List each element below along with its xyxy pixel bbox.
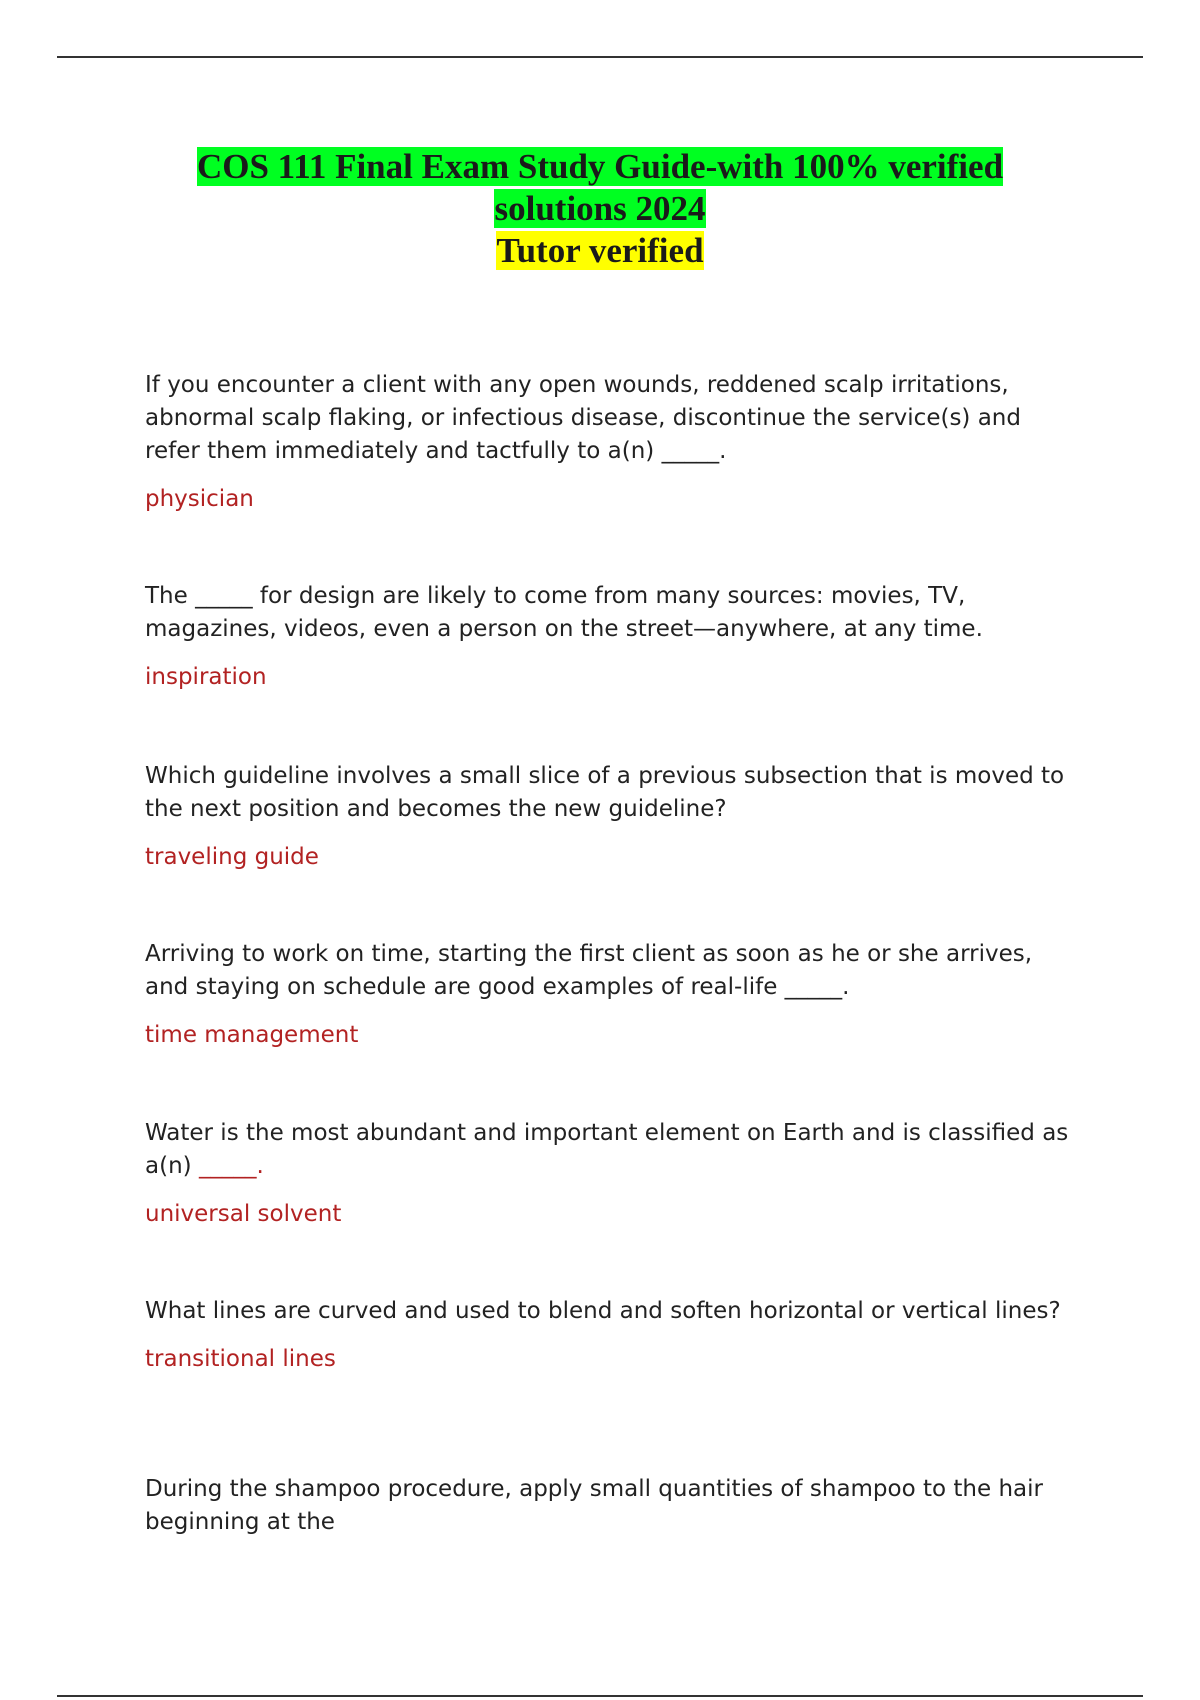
question-2: The _____ for design are likely to come from many sources: movies, TV, magazines, videos, even a person on the street—anywhere, at any time. xyxy=(145,583,983,642)
qa-item-4 xyxy=(145,938,1075,1052)
answer-3: traveling guide xyxy=(145,844,319,870)
answer-5: universal solvent xyxy=(145,1201,342,1227)
document-title xyxy=(0,146,1200,272)
title-line-2: solutions 2024 xyxy=(494,189,706,228)
question-4: Arriving to work on time, starting the first client as soon as he or she arrives, and staying on schedule are good examples of real-life _____. xyxy=(145,941,1033,1000)
question-7: During the shampoo procedure, apply small quantities of shampoo to the hair beginning at the xyxy=(145,1476,1043,1535)
qa-item-1 xyxy=(145,369,1075,516)
qa-item-7 xyxy=(145,1473,1075,1539)
answer-4: time management xyxy=(145,1022,359,1048)
title-line-3: Tutor verified xyxy=(496,231,704,270)
bottom-rule xyxy=(57,1695,1143,1697)
question-5: Water is the most abundant and important element on Earth and is classified as a(n) _____. xyxy=(145,1120,1069,1179)
qa-item-5 xyxy=(145,1117,1075,1231)
question-6: What lines are curved and used to blend and soften horizontal or vertical lines? xyxy=(145,1298,1061,1324)
question-3: Which guideline involves a small slice of a previous subsection that is moved to the next position and becomes the new guideline? xyxy=(145,763,1065,822)
qa-item-3 xyxy=(145,760,1075,874)
question-1: If you encounter a client with any open wounds, reddened scalp irritations, abnormal scalp flaking, or infectious disease, discontinue the service(s) and refer them immediately and tactfully to a(n) _____. xyxy=(145,372,1021,464)
top-rule xyxy=(57,56,1143,58)
qa-item-6 xyxy=(145,1295,1075,1376)
answer-1: physician xyxy=(145,486,254,512)
answer-6: transitional lines xyxy=(145,1346,336,1372)
answer-2: inspiration xyxy=(145,664,267,690)
title-line-1: COS 111 Final Exam Study Guide-with 100% verified xyxy=(196,147,1004,186)
qa-item-2 xyxy=(145,580,1075,694)
